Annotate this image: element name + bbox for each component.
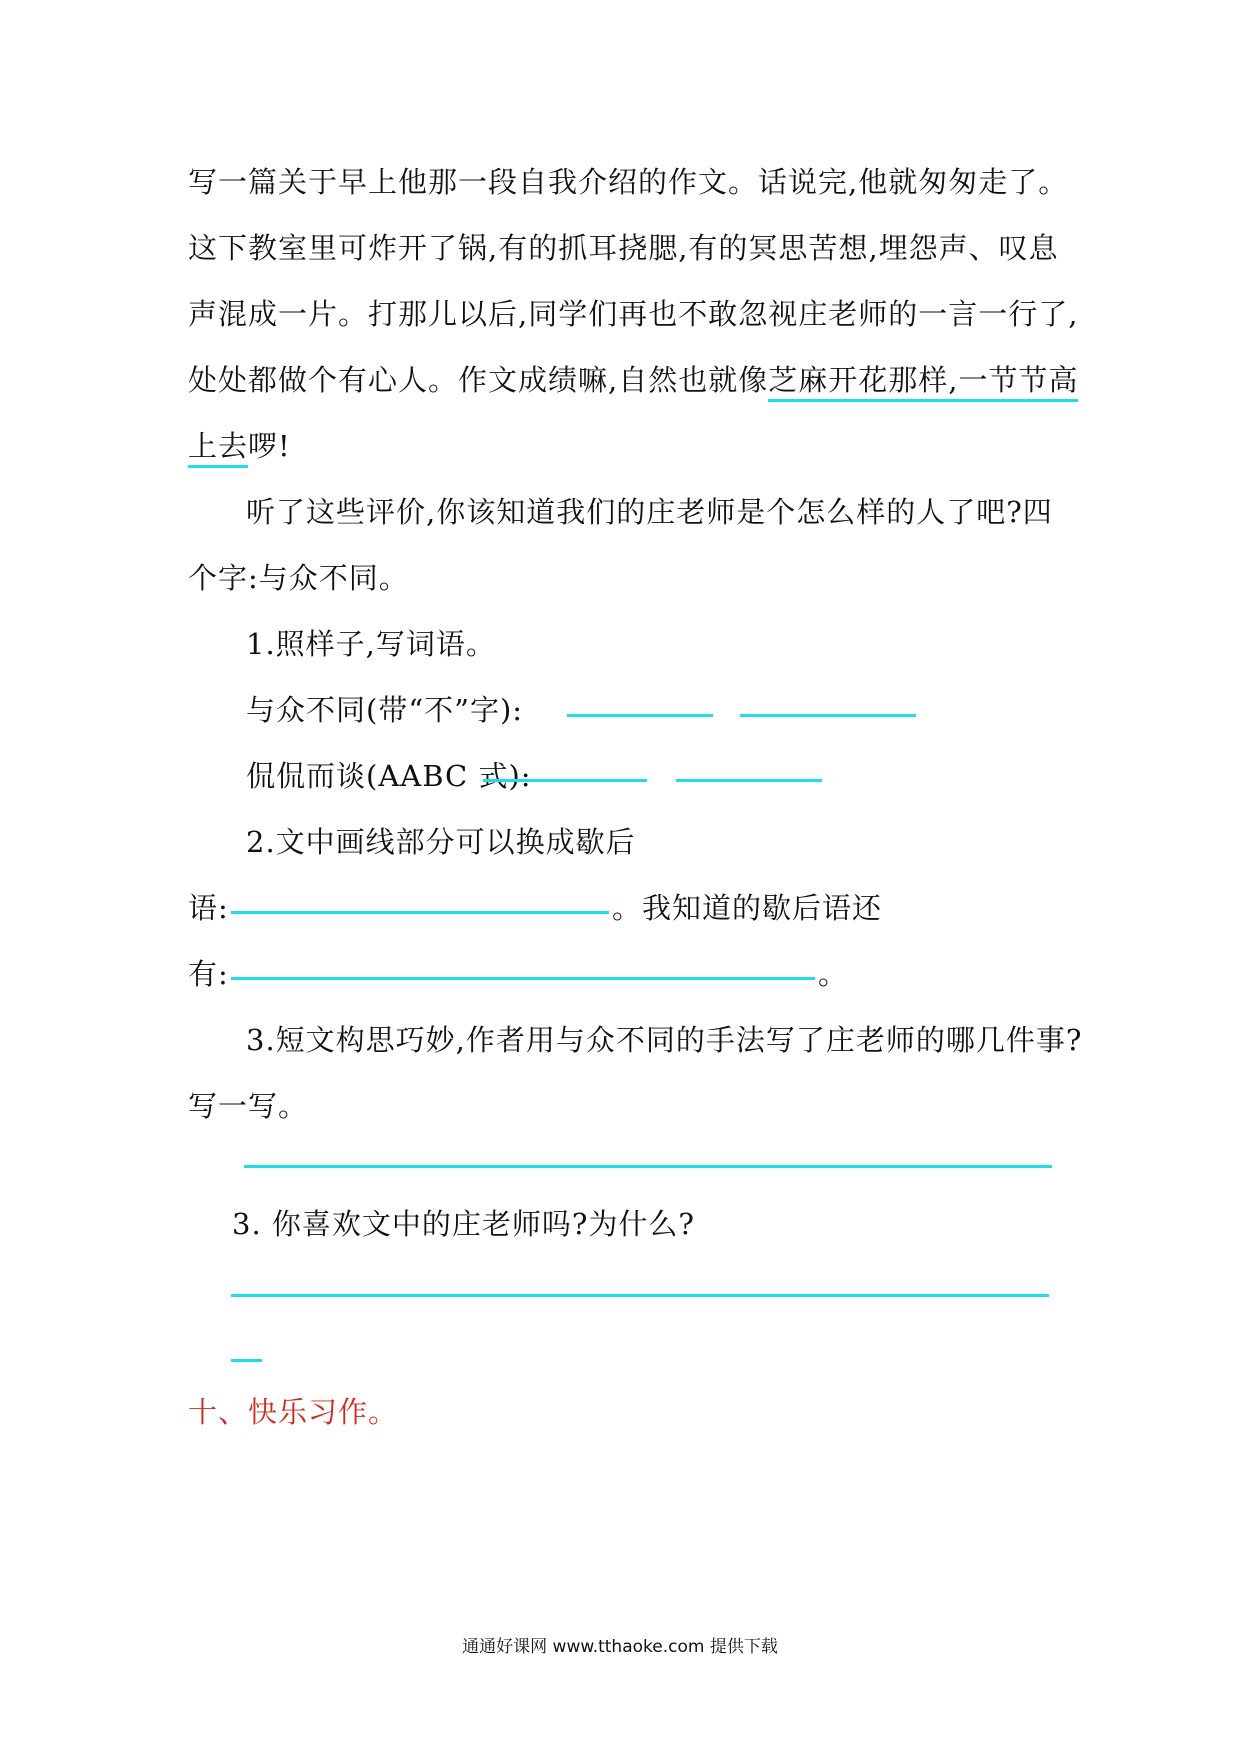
question-4-title: 3. 你喜欢文中的庄老师吗?为什么? [232, 1207, 695, 1241]
section-ten-heading: 十、快乐习作。 [188, 1395, 399, 1429]
underlined-phrase-part-2: 上去 [188, 429, 248, 468]
passage-line-7: 个字:与众不同。 [188, 561, 409, 595]
question-2-line-2-label: 语: [188, 891, 229, 925]
answer-blank-1b-first[interactable] [483, 779, 647, 782]
answer-blank-4-line-2[interactable] [231, 1359, 262, 1362]
question-1-title: 1.照样子,写词语。 [246, 627, 496, 661]
question-2-title: 2.文中画线部分可以换成歇后 [246, 825, 636, 859]
underlined-phrase-part-1: 芝麻开花那样,一节节高 [768, 363, 1078, 402]
answer-blank-2-proverb[interactable] [231, 911, 609, 914]
question-2-line-3-label: 有: [188, 957, 229, 991]
passage-line-5-text: 啰! [248, 429, 291, 463]
passage-line-4 [188, 360, 1078, 400]
answer-blank-1a-second[interactable] [740, 714, 916, 717]
question-2-line-2-text: 。我知道的歇后语还 [612, 891, 883, 925]
question-3-continuation: 写一写。 [188, 1089, 309, 1123]
question-3-title: 3.短文构思巧妙,作者用与众不同的手法写了庄老师的哪几件事? [246, 1023, 1083, 1057]
answer-blank-1b-second[interactable] [676, 779, 822, 782]
passage-line-6: 听了这些评价,你该知道我们的庄老师是个怎么样的人了吧?四 [246, 495, 1053, 529]
question-2-line-3-end: 。 [818, 957, 849, 991]
answer-blank-2-more-proverbs[interactable] [231, 977, 815, 980]
passage-line-4-text: 处处都做个有心人。作文成绩嘛,自然也就像 [188, 363, 769, 397]
passage-line-5 [188, 426, 291, 466]
passage-line-3: 声混成一片。打那儿以后,同学们再也不敢忽视庄老师的一言一行了, [188, 297, 1079, 331]
answer-blank-3[interactable] [244, 1165, 1052, 1168]
question-1a-prompt: 与众不同(带“不”字): [246, 693, 524, 727]
passage-line-1: 写一篇关于早上他那一段自我介绍的作文。话说完,他就匆匆走了。 [188, 165, 1069, 199]
footer-credit: 通通好课网 www.tthaoke.com 提供下载 [462, 1637, 778, 1657]
question-1b-prompt: 侃侃而谈(AABC 式): [246, 759, 532, 793]
passage-line-2: 这下教室里可炸开了锅,有的抓耳挠腮,有的冥思苦想,埋怨声、叹息 [188, 231, 1059, 265]
answer-blank-4-line-1[interactable] [231, 1294, 1049, 1297]
answer-blank-1a-first[interactable] [567, 714, 713, 717]
